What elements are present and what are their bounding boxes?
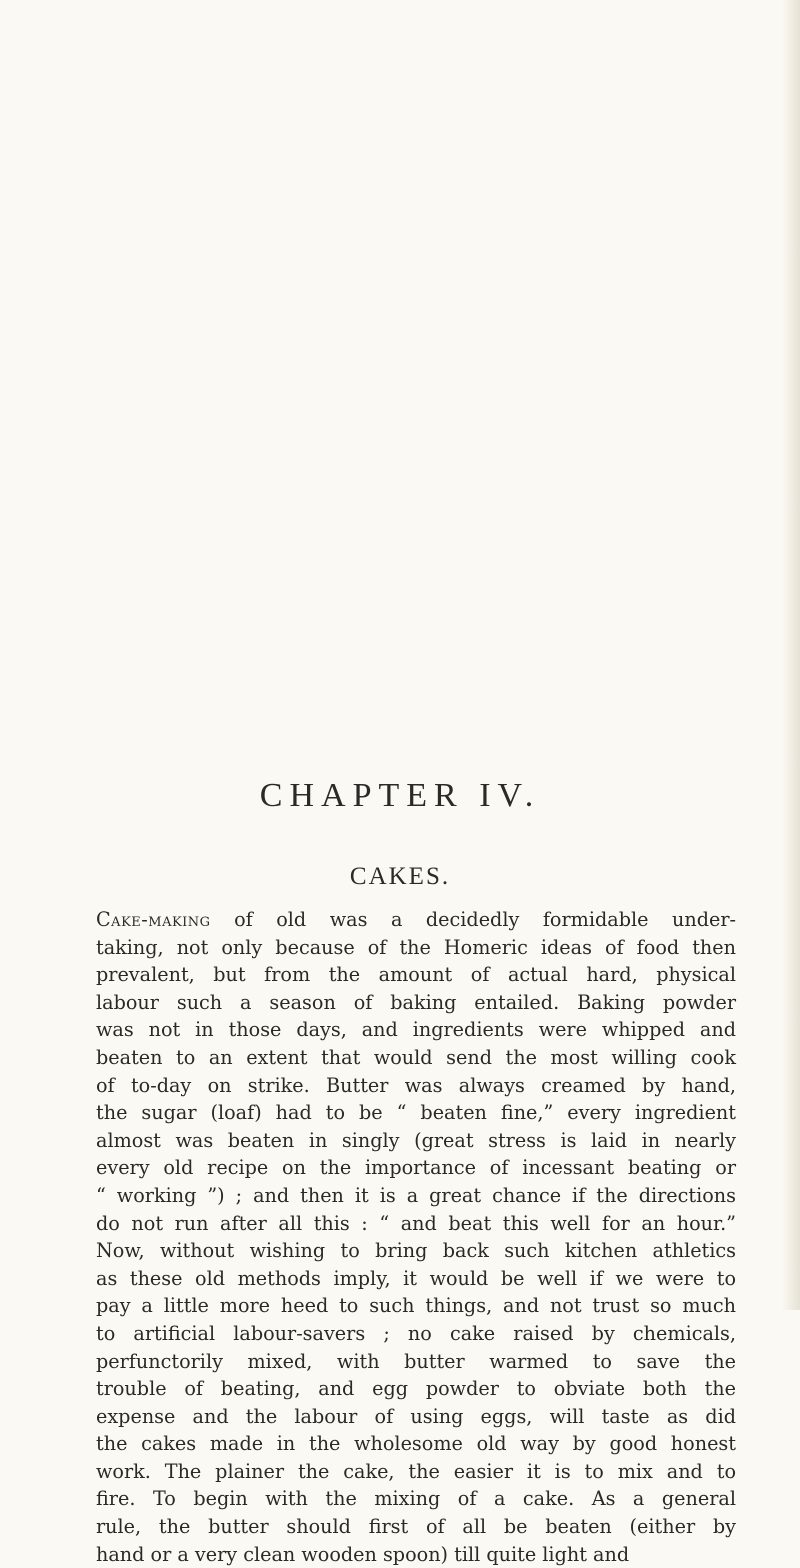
body-paragraph [96, 906, 736, 1568]
paragraph-line: hand or a very clean wooden spoon) till quite light and [96, 1542, 630, 1566]
first-line-rest: of old was a decidedly formidable under- [210, 908, 736, 931]
paragraph-line: pay a little more heed to such things, and not trust so much [96, 1294, 736, 1318]
paragraph-line-1 [96, 906, 736, 934]
paragraph-line: as these old methods imply, it would be well if we were to [96, 1266, 736, 1290]
lead-in-smallcaps: Cake-making [96, 908, 211, 931]
paragraph-line: Now, without wishing to bring back such kitchen athletics [96, 1239, 736, 1263]
paragraph-line: of to-day on strike. Butter was always creamed by hand, [96, 1073, 736, 1097]
paragraph-line: “ working ”) ; and then it is a great chance if the directions [96, 1183, 736, 1207]
paragraph-line: work. The plainer the cake, the easier it is to mix and to [96, 1459, 736, 1483]
paragraph-line: to artificial labour-savers ; no cake raised by chemicals, [96, 1321, 736, 1345]
paragraph-line: perfunctorily mixed, with butter warmed to save the [96, 1349, 736, 1373]
paragraph-line: the cakes made in the wholesome old way by good honest [96, 1432, 736, 1456]
chapter-heading: CHAPTER IV. [259, 777, 541, 814]
chapter-title: CAKES. [349, 863, 451, 890]
paragraph-line: fire. To begin with the mixing of a cake. As a general [96, 1487, 736, 1511]
paragraph-line: the sugar (loaf) had to be “ beaten fine,” every ingredient [96, 1101, 736, 1125]
paragraph-line: was not in those days, and ingredients were whipped and [96, 1018, 736, 1042]
paragraph-line: almost was beaten in singly (great stress is laid in nearly [96, 1128, 736, 1152]
page-edge-shadow [782, 0, 800, 1310]
paragraph-line: rule, the butter should first of all be beaten (either by [96, 1515, 736, 1539]
paragraph-line: taking, not only because of the Homeric ideas of food then [96, 935, 736, 959]
paragraph-line: prevalent, but from the amount of actual hard, physical [96, 963, 736, 987]
paragraph-line: every old recipe on the importance of incessant beating or [96, 1156, 736, 1180]
paragraph-line: beaten to an extent that would send the most willing cook [96, 1045, 736, 1069]
paragraph-line: labour such a season of baking entailed. Baking powder [96, 990, 736, 1014]
paragraph-line: trouble of beating, and egg powder to obviate both the [96, 1377, 736, 1401]
paragraph-line: expense and the labour of using eggs, will taste as did [96, 1404, 736, 1428]
paragraph-line: do not run after all this : “ and beat this well for an hour.” [96, 1211, 736, 1235]
